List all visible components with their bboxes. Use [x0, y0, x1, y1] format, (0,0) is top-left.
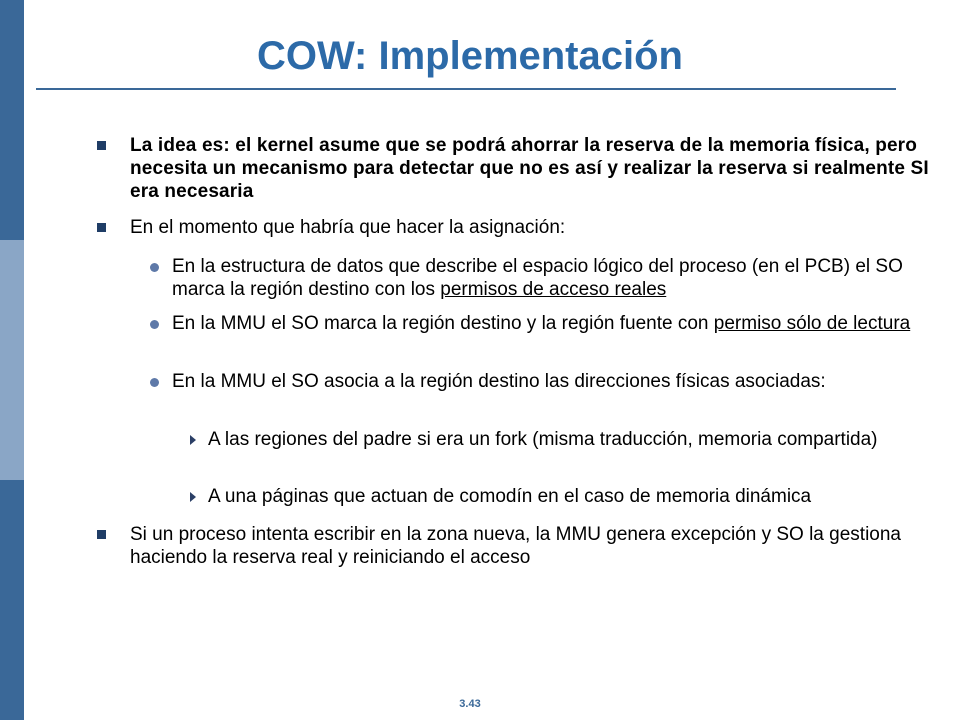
permisos-reales-link-text: permisos de acceso reales	[440, 279, 667, 300]
bullet-excepcion: Si un proceso intenta escribir en la zona nueva, la MMU genera excepción y SO la gestiona haciendo la reserva real y reiniciando el acceso	[130, 524, 901, 568]
sub-bullet-mmu-lectura-text: En la MMU el SO marca la región destino y la región fuente con	[172, 313, 714, 334]
round-bullet-icon	[150, 378, 159, 387]
sub-bullet-pcb	[172, 255, 932, 301]
square-bullet-icon	[97, 141, 106, 150]
square-bullet-icon	[97, 530, 106, 539]
page-number: 3.43	[459, 698, 481, 710]
title-divider	[36, 88, 896, 90]
sidebar-stripe-middle	[0, 240, 24, 480]
sidebar-stripe-bottom	[0, 480, 24, 720]
sub-bullet-mmu-direcciones: En la MMU el SO asocia a la región destino las direcciones físicas asociadas:	[172, 371, 826, 392]
sub-sub-bullet-comodin: A una páginas que actuan de comodín en el caso de memoria dinámica	[208, 486, 812, 507]
round-bullet-icon	[150, 320, 159, 329]
slide-title: COW: Implementación	[257, 34, 683, 78]
square-bullet-icon	[97, 223, 106, 232]
arrow-bullet-icon	[190, 492, 196, 502]
permiso-lectura-underlined-text: permiso sólo de lectura	[713, 313, 911, 334]
round-bullet-icon	[150, 263, 159, 272]
bullet-idea: La idea es: el kernel asume que se podrá ahorrar la reserva de la memoria física, pero necesita un mecanismo para detectar que no es así y realizar la reserva si realmente SI era necesaria	[130, 135, 929, 202]
sub-bullet-pcb-text: En la estructura de datos que describe el espacio lógico del proceso (en el PCB) el SO marca la región destino con los	[172, 256, 903, 300]
sub-bullet-mmu-lectura	[172, 312, 932, 335]
bullet-asignacion: En el momento que habría que hacer la asignación:	[130, 217, 566, 238]
arrow-bullet-icon	[190, 435, 196, 445]
sub-sub-bullet-fork: A las regiones del padre si era un fork (misma traducción, memoria compartida)	[208, 429, 878, 450]
sidebar-stripe-top	[0, 0, 24, 240]
